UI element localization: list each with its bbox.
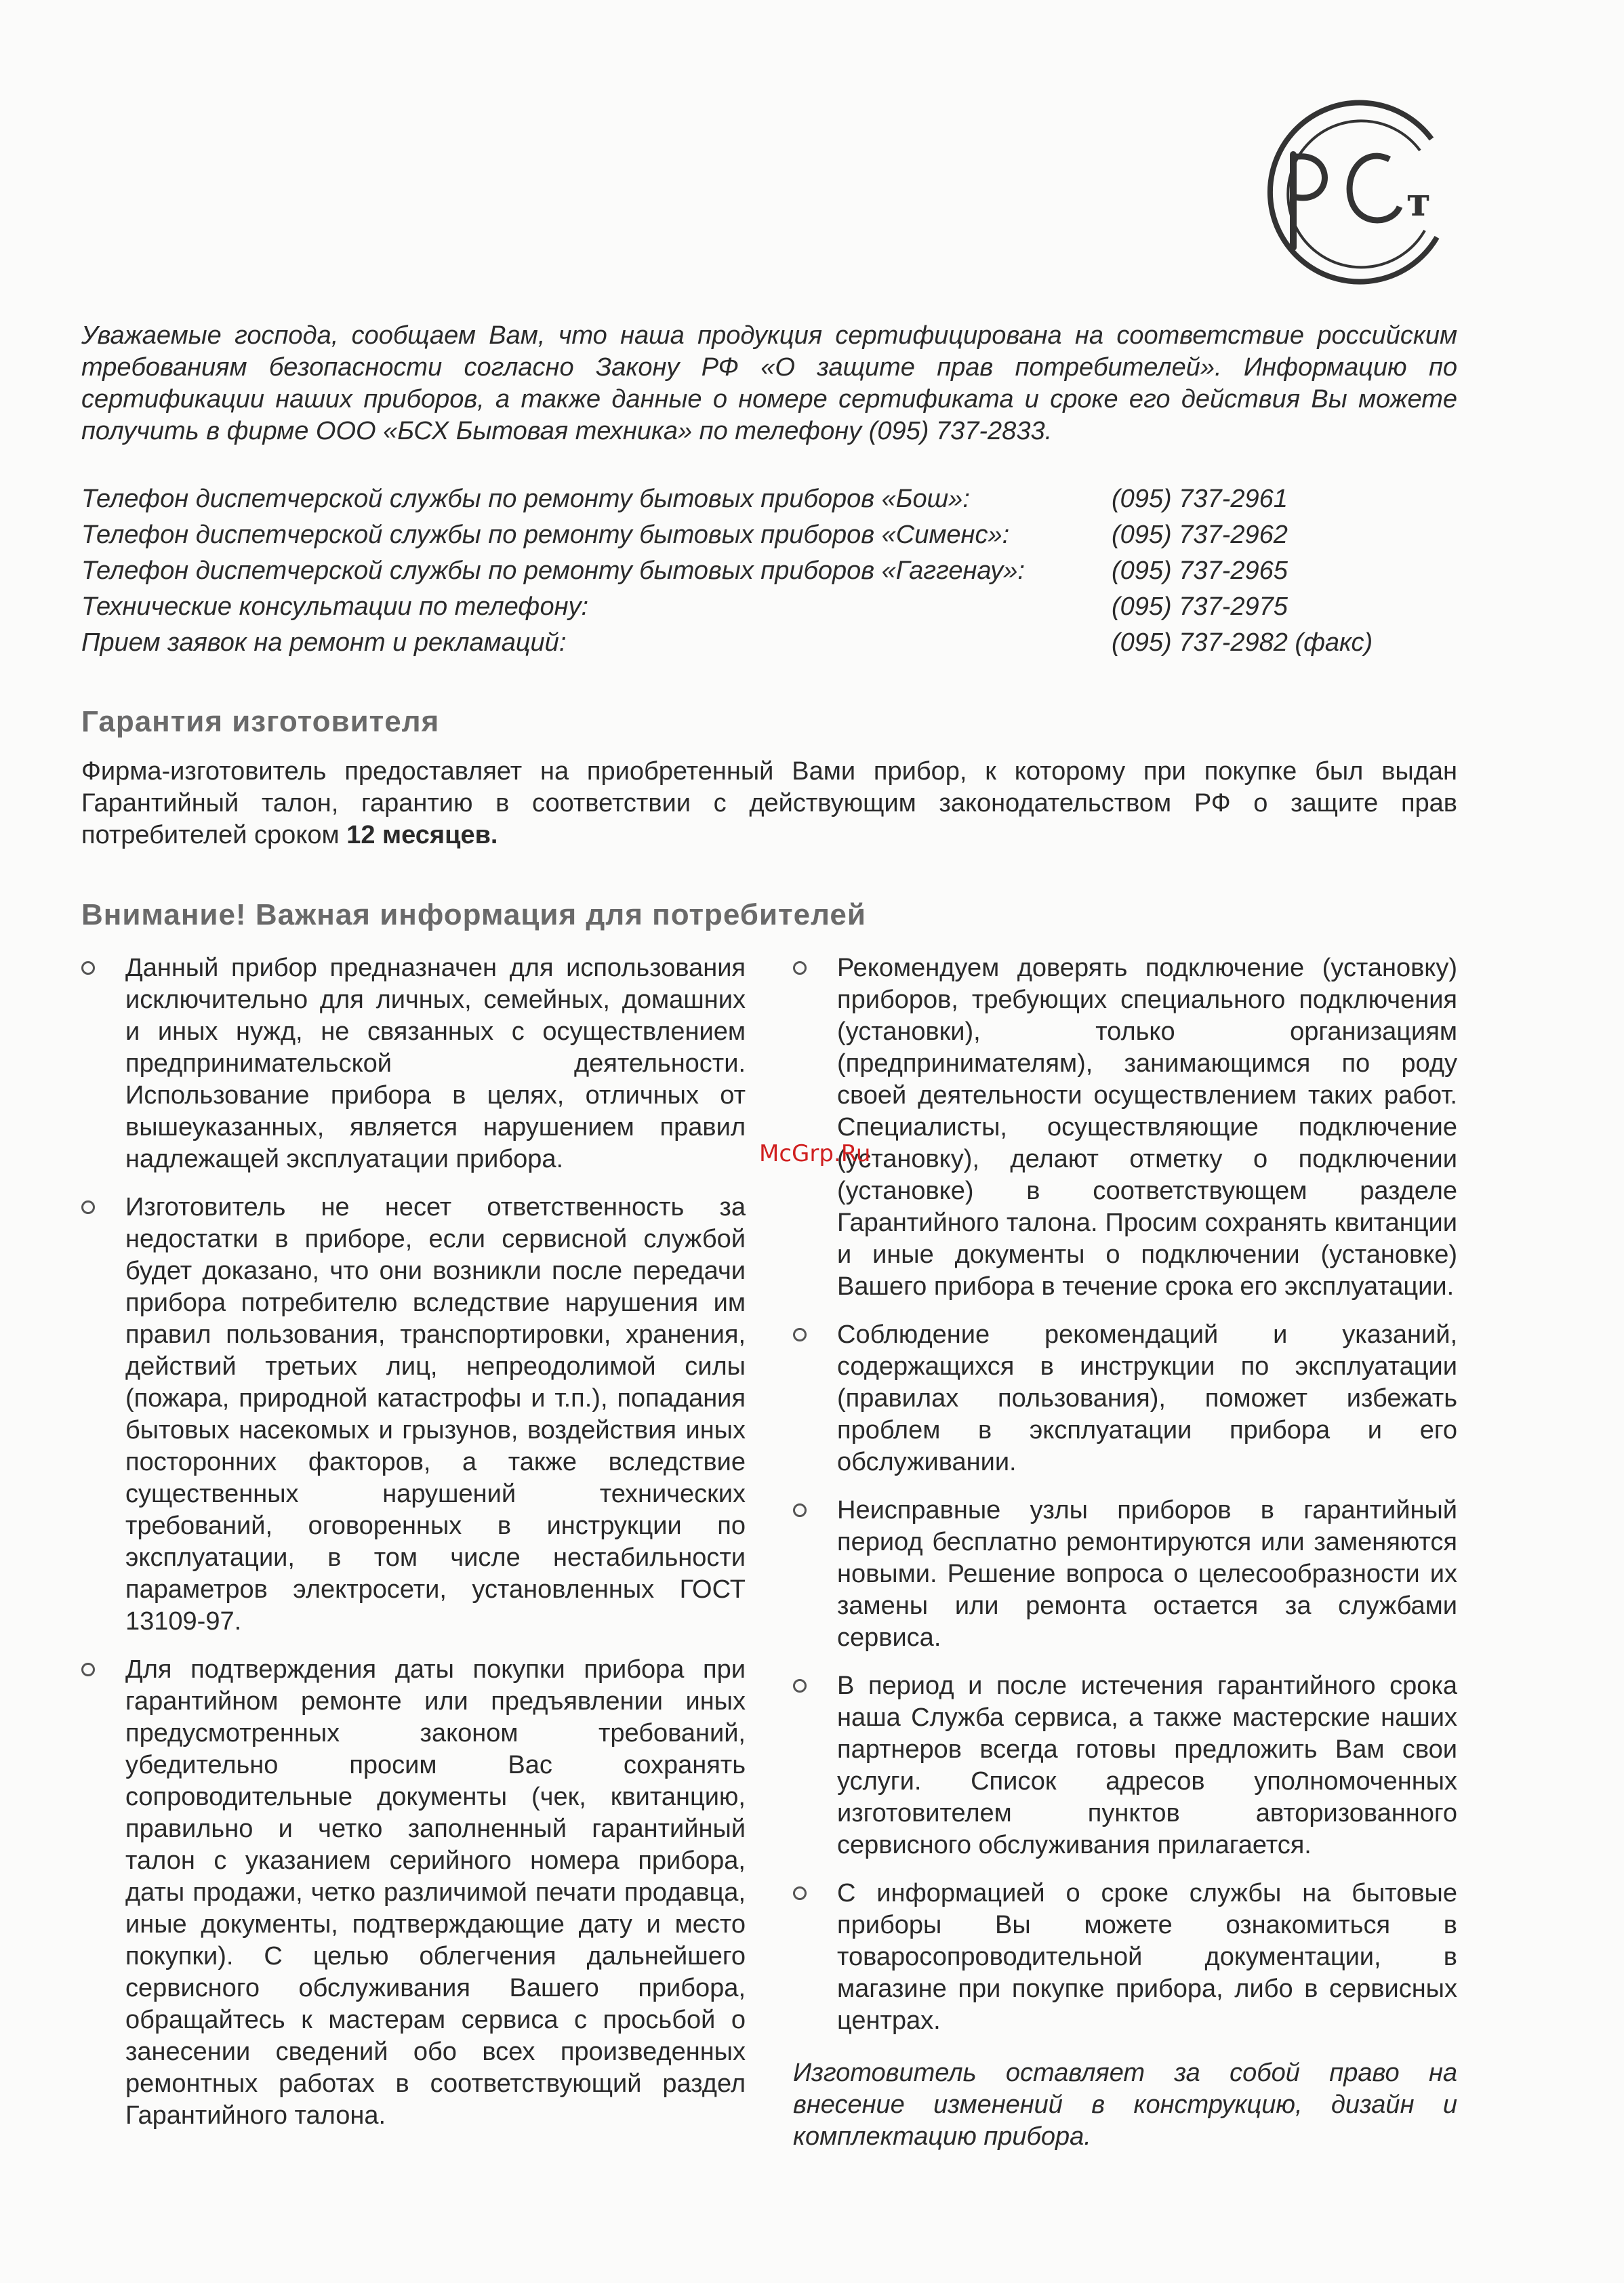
pct-certification-logo bbox=[1234, 95, 1457, 298]
svg-text:т: т bbox=[1406, 179, 1431, 225]
list-item-text: Для подтверждения даты покупки прибора при гарантийном ремонте или предъявлении иных предусмотренных законом требований, убедительно просим Вас сохранять сопроводительные документы (чек, квитанцию, правильно и четко заполненный гарантийный талон с указанием серийного номера прибора, даты продажи, четко различимой печати продавца, иные документы, подтверждающие дату и место покупки). С целью облегчения дальнейшего сервисного обслуживания Вашего прибора, обращайтесь к мастерам сервиса с просьбой о занесении сведений обо всех произведенных ремонтных работах в соответствующий раздел Гарантийного талона. bbox=[125, 1655, 746, 2130]
info-column-right bbox=[793, 952, 1457, 2153]
attention-heading: Внимание! Важная информация для потребителей bbox=[81, 898, 866, 931]
phone-row-gaggenau bbox=[81, 553, 1457, 589]
phone-number: (095) 737-2975 bbox=[1112, 592, 1288, 621]
phone-number: (095) 737-2982 (факс) bbox=[1112, 628, 1373, 657]
site-watermark: McGrp.Ru bbox=[759, 1140, 871, 1167]
list-item bbox=[81, 1192, 746, 1638]
phone-number: (095) 737-2962 bbox=[1112, 521, 1288, 549]
phone-label: Технические консультации по телефону: bbox=[81, 592, 589, 621]
phone-row-consultations bbox=[81, 589, 1457, 625]
list-item bbox=[81, 1654, 746, 2132]
list-item-text: Соблюдение рекомендаций и указаний, содержащихся в инструкции по эксплуатации (правилах пользования), поможет избежать проблем в эксплуатации прибора и его обслуживании. bbox=[837, 1320, 1457, 1476]
list-item bbox=[793, 952, 1457, 1303]
list-item-text: С информацией о сроке службы на бытовые приборы Вы можете ознакомиться в товаросопроводительной документации, в магазине при покупке прибора, либо в сервисных центрах. bbox=[837, 1879, 1457, 2035]
list-item bbox=[793, 1670, 1457, 1861]
warranty-term: 12 месяцев. bbox=[346, 821, 498, 849]
list-item bbox=[793, 1319, 1457, 1478]
bullet-icon bbox=[81, 961, 95, 975]
bullet-icon bbox=[793, 1679, 807, 1693]
list-item bbox=[793, 1878, 1457, 2037]
phone-label: Телефон диспетчерской службы по ремонту бытовых приборов «Гаггенау»: bbox=[81, 557, 1025, 585]
service-phone-list bbox=[81, 481, 1457, 661]
list-item bbox=[793, 1495, 1457, 1654]
warranty-text bbox=[81, 756, 1457, 851]
bullet-icon bbox=[793, 1886, 807, 1900]
phone-number: (095) 737-2965 bbox=[1112, 557, 1288, 585]
list-item-text: Изготовитель не несет ответственность за недостатки в приборе, если сервисной службой будет доказано, что они возникли после передачи прибора потребителю вследствие нарушения им правил пользования, транспортировки, хранения, действий третьих лиц, непреодолимой силы (пожара, природной катастрофы и т.п.), попадания бытовых насекомых и грызунов, воздействия иных посторонних факторов, а также вследствие существенных нарушений технических требований, оговоренных в инструкции по эксплуатации, в том числе нестабильности параметров электросети, установленных ГОСТ 13109-97. bbox=[125, 1193, 746, 1636]
phone-label: Телефон диспетчерской службы по ремонту бытовых приборов «Сименс»: bbox=[81, 521, 1010, 549]
bullet-icon bbox=[81, 1200, 95, 1214]
list-item-text: В период и после истечения гарантийного срока наша Служба сервиса, а также мастерские наших партнеров всегда готовы предложить Вам свои услуги. Список адресов уполномоченных изготовителем пунктов авторизованного сервисного обслуживания прилагается. bbox=[837, 1672, 1457, 1859]
warranty-heading: Гарантия изготовителя bbox=[81, 705, 440, 738]
bullet-icon bbox=[793, 1503, 807, 1517]
phone-label: Прием заявок на ремонт и рекламаций: bbox=[81, 628, 567, 657]
phone-label: Телефон диспетчерской службы по ремонту бытовых приборов «Бош»: bbox=[81, 485, 970, 513]
certification-notice: Уважаемые господа, сообщаем Вам, что наша продукция сертифицирована на соответствие российским требованиям безопасности согласно Закону РФ «О защите прав потребителей». Информацию по сертификации наших приборов, а также данные о номере сертификата и сроке его действия Вы можете получить в фирме ООО «БСХ Бытовая техника» по телефону (095) 737-2833. bbox=[81, 321, 1457, 445]
bullet-icon bbox=[81, 1663, 95, 1676]
manufacturer-reservation-note: Изготовитель оставляет за собой право на внесение изменений в конструкцию, дизайн и комплектацию прибора. bbox=[793, 2059, 1457, 2151]
list-item bbox=[81, 952, 746, 1175]
list-item-text: Данный прибор предназначен для использования исключительно для личных, семейных, домашних и иных нужд, не связанных с осуществлением предпринимательской деятельности. Использование прибора в целях, отличных от вышеуказанных, является нарушением правил надлежащей эксплуатации прибора. bbox=[125, 954, 746, 1173]
phone-row-bosch bbox=[81, 481, 1457, 517]
phone-row-repair-requests bbox=[81, 625, 1457, 661]
phone-row-siemens bbox=[81, 517, 1457, 553]
info-column-left bbox=[81, 952, 746, 2148]
phone-number: (095) 737-2961 bbox=[1112, 485, 1288, 513]
warranty-body: Фирма-изготовитель предоставляет на приобретенный Вами прибор, к которому при покупке был выдан Гарантийный талон, гарантию в соответствии с действующим законодательством РФ о защите прав потребителей сроком bbox=[81, 757, 1457, 849]
bullet-icon bbox=[793, 961, 807, 975]
bullet-icon bbox=[793, 1328, 807, 1341]
list-item-text: Неисправные узлы приборов в гарантийный период бесплатно ремонтируются или заменяются новыми. Решение вопроса о целесообразности их замены или ремонта остается за службами сервиса. bbox=[837, 1496, 1457, 1652]
list-item-text: Рекомендуем доверять подключение (установку) приборов, требующих специального подключения (установки), только организациям (предпринимателям), занимающимся по роду своей деятельности осуществлением таких работ. Специалисты, осуществляющие подключение (установку), делают отметку о подключении (установке) в соответствующем разделе Гарантийного талона. Просим сохранять квитанции и иные документы о подключении (установке) Вашего прибора в течение срока его эксплуатации. bbox=[837, 954, 1457, 1301]
